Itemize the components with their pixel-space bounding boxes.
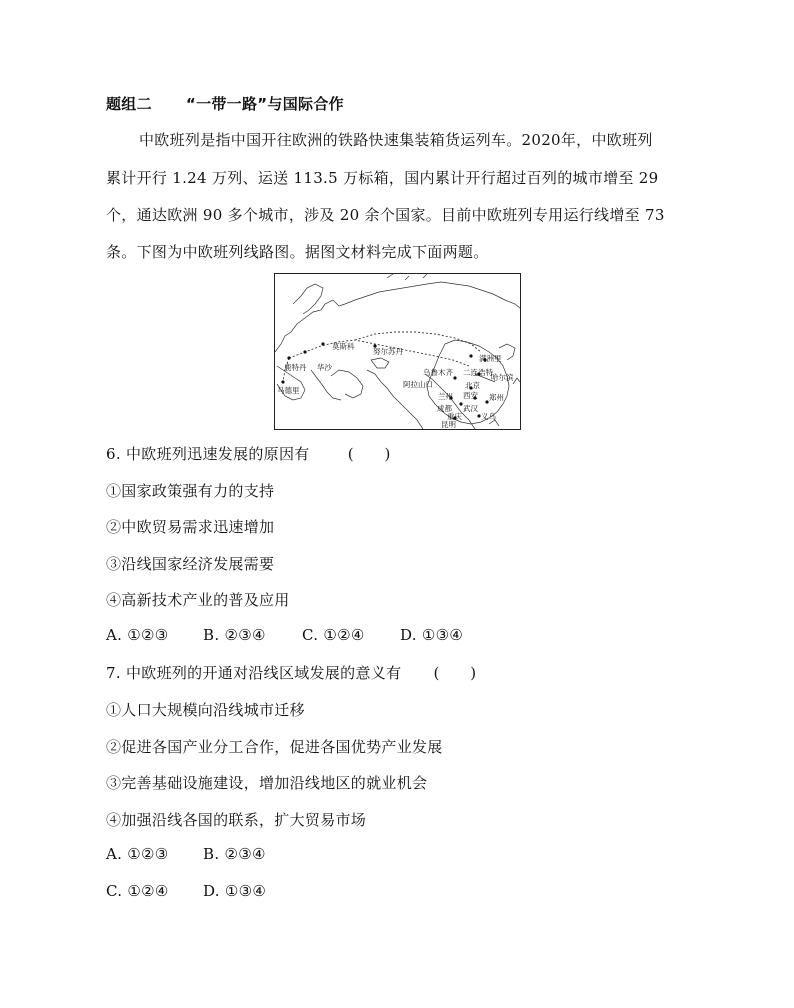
q7-item-3: ③完善基础设施建设，增加沿线地区的就业机会 bbox=[106, 774, 428, 792]
question-6-stem: 6. 中欧班列迅速发展的原因有 bbox=[106, 445, 310, 463]
section-label: 题组二 bbox=[106, 95, 152, 113]
map-label-beijing: 北京 bbox=[465, 381, 480, 390]
q7-item-1: ①人口大规模向沿线城市迁移 bbox=[106, 701, 305, 719]
q6-choice-b[interactable]: B. ②③④ bbox=[203, 626, 266, 644]
section-title bbox=[106, 93, 344, 114]
q6-item-4: ④高新技术产业的普及应用 bbox=[106, 591, 290, 609]
q6-choice-a[interactable]: A. ①②③ bbox=[106, 626, 169, 644]
map-label-novosibirsk: 努尔苏丹 bbox=[373, 347, 403, 356]
map-label-moscow: 莫斯科 bbox=[332, 342, 355, 351]
q7-choices-row-2 bbox=[106, 882, 266, 900]
map-label-rotterdam: 鹿特丹 bbox=[284, 363, 307, 372]
map-label-erenhot: 二连浩特 bbox=[463, 368, 493, 377]
q7-item-4: ④加强沿线各国的联系，扩大贸易市场 bbox=[106, 811, 367, 829]
q6-choices bbox=[106, 626, 463, 644]
q6-choice-c[interactable]: C. ①②④ bbox=[302, 626, 365, 644]
map-label-lanzhou: 兰州 bbox=[438, 392, 453, 401]
map-label-chongqing: 重庆 bbox=[447, 412, 462, 421]
q7-choice-d[interactable]: D. ①③④ bbox=[203, 882, 267, 900]
q7-choice-c[interactable]: C. ①②④ bbox=[106, 882, 169, 900]
section-topic: “一带一路”与国际合作 bbox=[185, 95, 344, 113]
question-6 bbox=[106, 443, 391, 464]
q7-item-2: ②促进各国产业分工合作，促进各国优势产业发展 bbox=[106, 738, 443, 756]
map-label-kunming: 昆明 bbox=[441, 420, 456, 429]
q6-item-3: ③沿线国家经济发展需要 bbox=[106, 555, 275, 573]
passage-line-2: 累计开行 1.24 万列、运送 113.5 万标箱，国内累计开行超过百列的城市增至 29 bbox=[106, 169, 659, 187]
map-label-warsaw: 华沙 bbox=[317, 363, 332, 372]
q7-choices-row-1 bbox=[106, 845, 266, 863]
passage-line-4: 条。下图为中欧班列线路图。据图文材料完成下面两题。 bbox=[106, 243, 489, 261]
map-label-harbin: 哈尔滨 bbox=[491, 373, 514, 382]
map-label-yiwu: 义乌 bbox=[481, 412, 496, 421]
map-label-zhengzhou: 郑州 bbox=[489, 393, 504, 402]
china-europe-railway-map bbox=[274, 273, 521, 430]
question-7 bbox=[106, 662, 476, 683]
question-7-blank: ( ) bbox=[433, 664, 477, 682]
q7-choice-b[interactable]: B. ②③④ bbox=[203, 845, 266, 863]
q6-item-2: ②中欧贸易需求迅速增加 bbox=[106, 518, 275, 536]
passage-line-3: 个，通达欧洲 90 多个城市，涉及 20 余个国家。目前中欧班列专用运行线增至 73 bbox=[106, 206, 665, 224]
map-label-manzhouli: 满洲里 bbox=[479, 354, 502, 363]
passage-line-1: 中欧班列是指中国开往欧洲的铁路快速集装箱货运列车。2020年，中欧班列 bbox=[139, 131, 653, 149]
question-6-blank: ( ) bbox=[347, 445, 391, 463]
q6-choice-d[interactable]: D. ①③④ bbox=[400, 626, 464, 644]
map-label-urumqi: 乌鲁木齐 bbox=[423, 368, 453, 377]
q6-item-1: ①国家政策强有力的支持 bbox=[106, 482, 275, 500]
q7-choice-a[interactable]: A. ①②③ bbox=[106, 845, 169, 863]
map-label-madrid: 马德里 bbox=[277, 386, 300, 395]
map-label-xian: 西安 bbox=[463, 391, 478, 400]
question-7-stem: 7. 中欧班列的开通对沿线区域发展的意义有 bbox=[106, 664, 402, 682]
map-label-chengdu: 成都 bbox=[437, 404, 452, 413]
map-label-alashankou: 阿拉山口 bbox=[403, 380, 433, 389]
map-label-wuhan: 武汉 bbox=[463, 404, 478, 413]
